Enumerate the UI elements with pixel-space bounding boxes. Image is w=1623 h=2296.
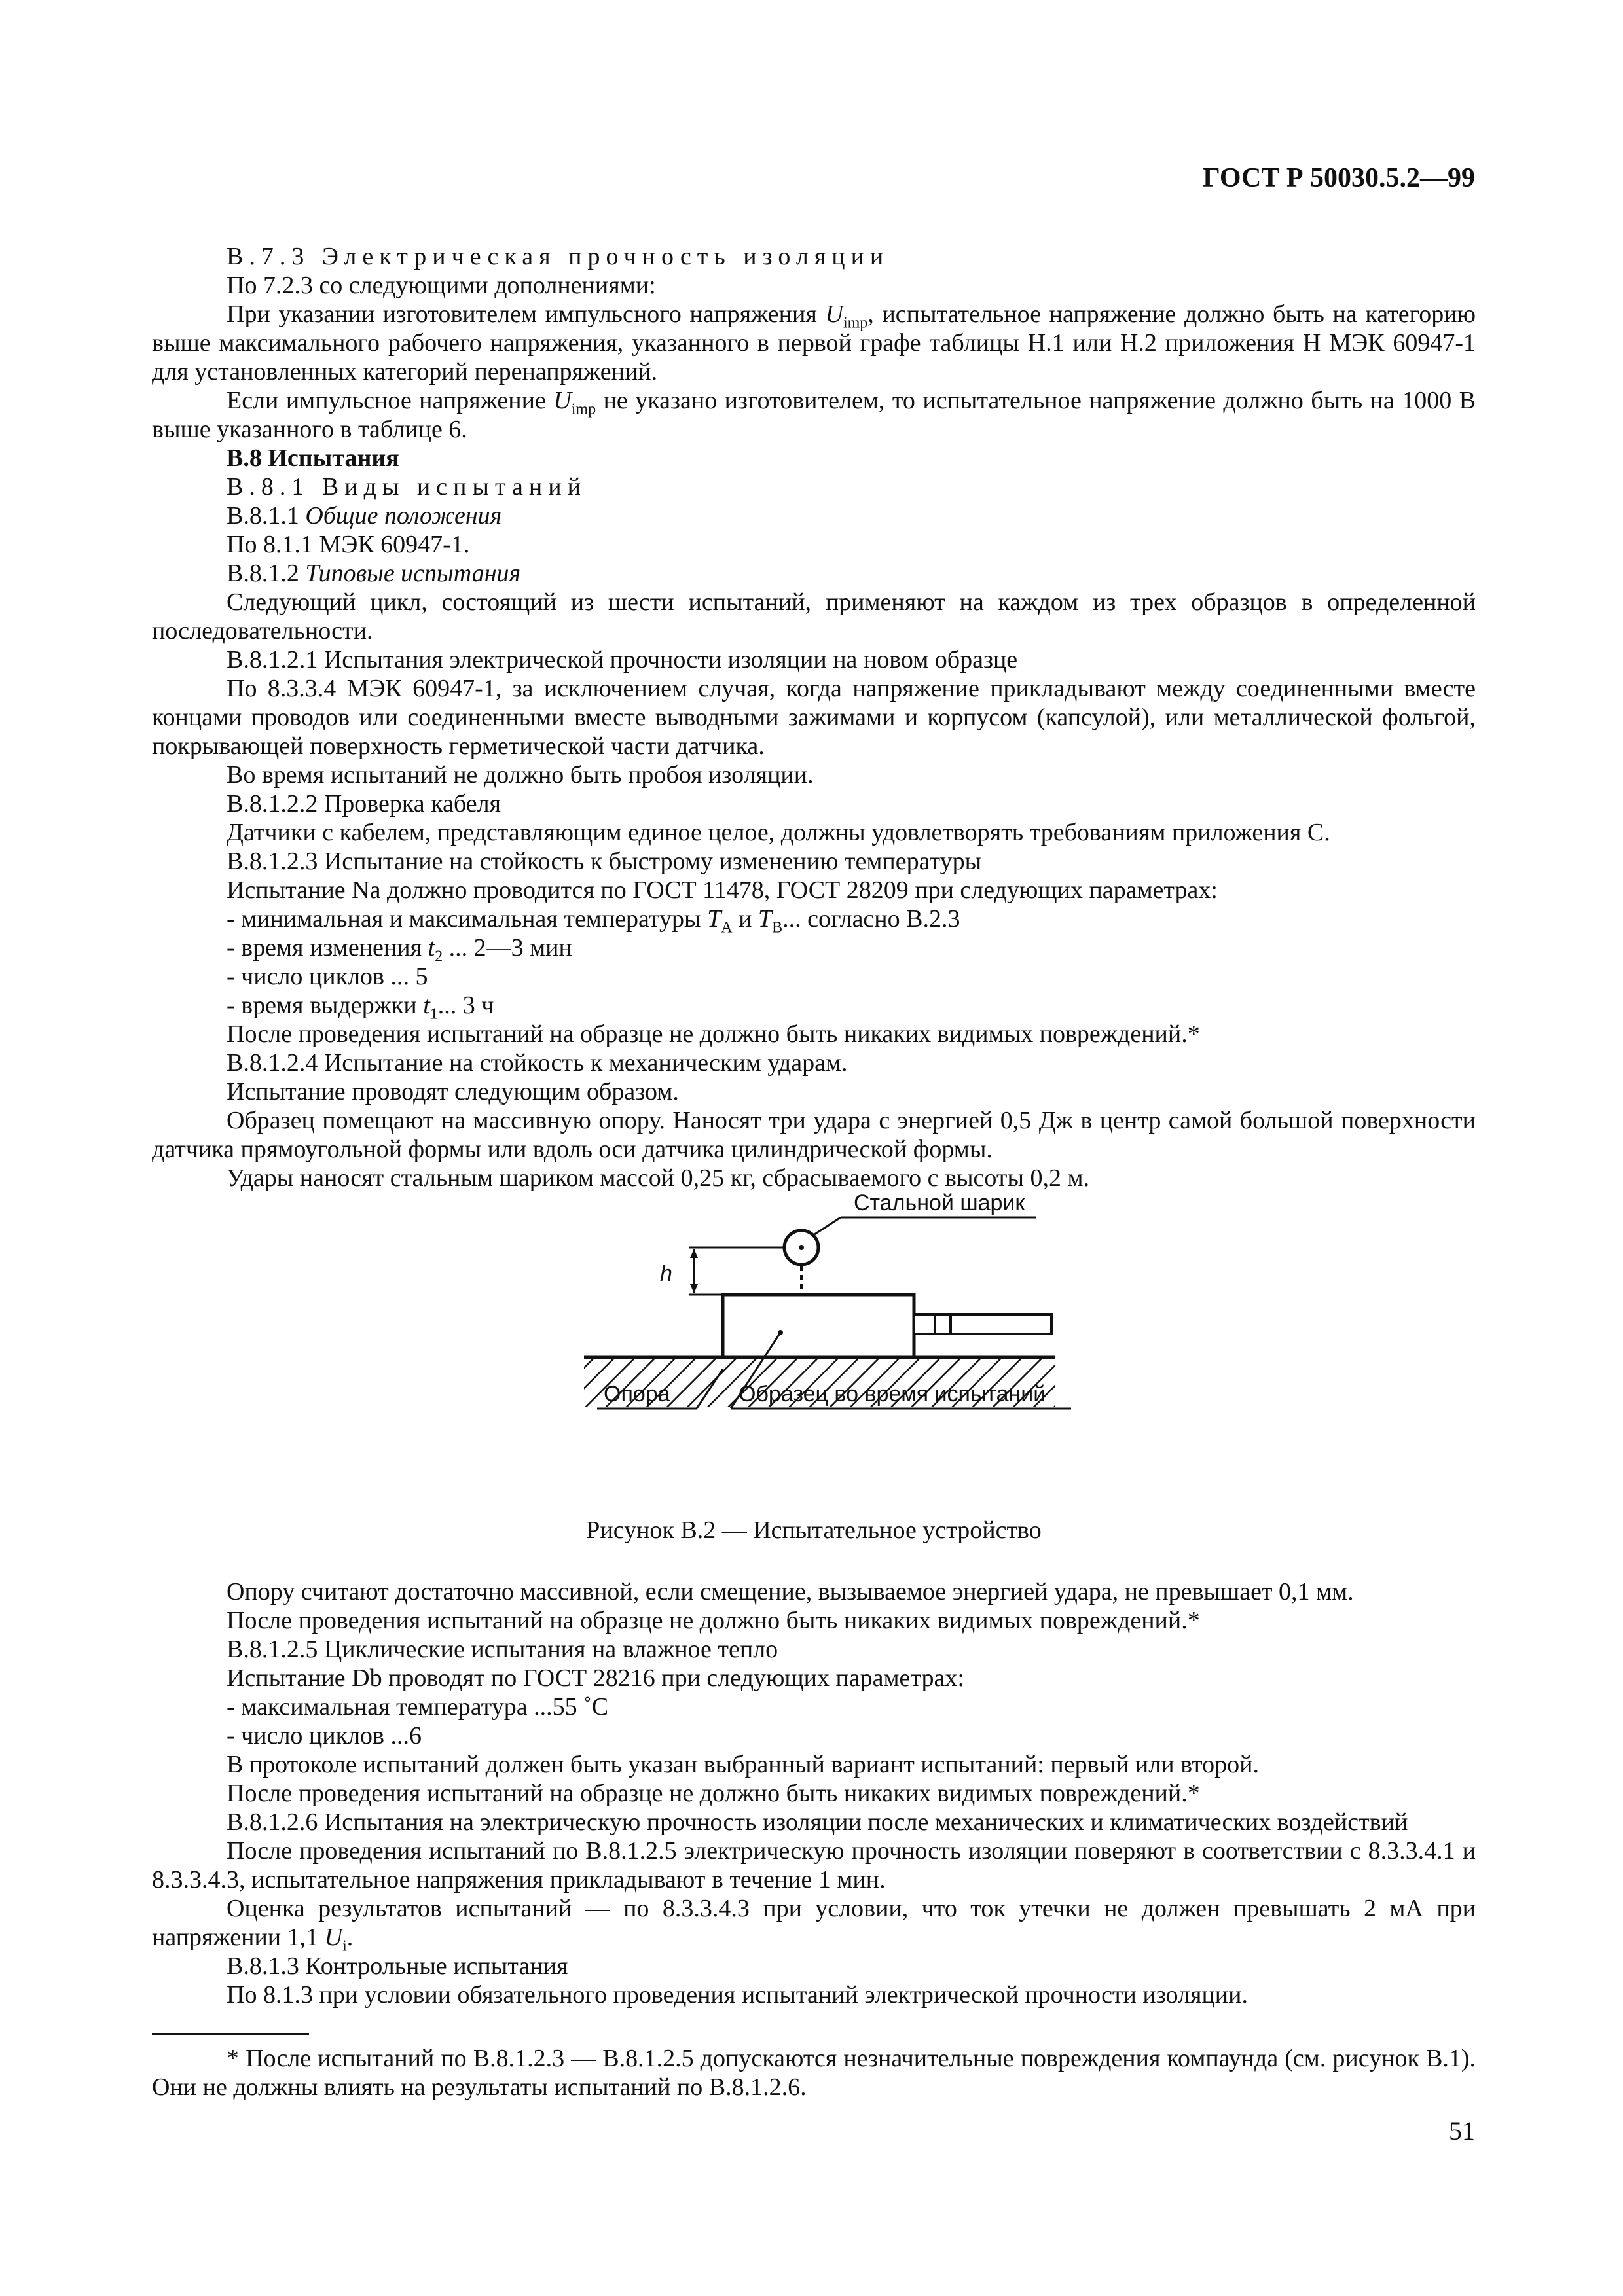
list-item: - максимальная температура ...55 ˚С — [227, 1693, 609, 1721]
label-steel-ball: Стальной шарик — [854, 1191, 1025, 1215]
paragraph: По 8.1.3 при условии обязательного проведения испытаний электрической прочности изоляции. — [227, 1981, 1248, 2009]
paragraph: После проведения испытаний на образце не должно быть никаких видимых повреждений.* — [227, 1607, 1200, 1634]
footnote-divider — [152, 2033, 309, 2035]
paragraph: Удары наносят стальным шариком массой 0,25 кг, сбрасываемого с высоты 0,2 м. — [227, 1164, 1090, 1192]
paragraph: Опору считают достаточно массивной, если смещение, вызываемое энергией удара, не превышает 0,1 мм. — [227, 1578, 1354, 1605]
subsection-title-b812: В.8.1.2 Типовые испытания — [227, 560, 521, 587]
figure-caption: Рисунок В.2 — Испытательное устройство — [586, 1516, 1042, 1544]
subsection-title-b8123: В.8.1.2.3 Испытание на стойкость к быстрому изменению температуры — [227, 848, 982, 875]
section-title-b8: В.8 Испытания — [227, 444, 399, 472]
footnote: * После испытаний по В.8.1.2.3 — В.8.1.2.5 допускаются незначительные повреждения компаунда (см. рисунок В.1). Они не должны влиять на результаты испытаний по В.8.1.2.6. — [152, 2045, 1476, 2101]
subsection-title-b8125: В.8.1.2.5 Циклические испытания на влажное тепло — [227, 1636, 778, 1663]
list-item: - число циклов ... 5 — [227, 963, 428, 990]
paragraph: Испытание проводят следующим образом. — [227, 1078, 679, 1105]
paragraph: Испытание Db проводят по ГОСТ 28216 при следующих параметрах: — [227, 1664, 964, 1692]
paragraph: Следующий цикл, состоящий из шести испытаний, применяют на каждом из трех образцов в определенной последовательности. — [152, 588, 1476, 645]
paragraph: Если импульсное напряжение $U_{imp}$ не указано изготовителем, то испытательное напряжение должно быть на 1000 В выше указанного в таблице 6. — [152, 387, 1476, 443]
figure-test-device — [152, 1191, 1476, 1516]
label-support: Опора — [604, 1382, 670, 1407]
paragraph: После проведения испытаний на образце не должно быть никаких видимых повреждений.* — [227, 1780, 1200, 1807]
list-item: - число циклов ...6 — [227, 1722, 422, 1749]
paragraph: Во время испытаний не должно быть пробоя изоляции. — [227, 761, 814, 789]
paragraph: По 8.1.1 МЭК 60947-1. — [227, 531, 470, 558]
list-item: - время выдержки $t_1$... 3 ч — [227, 992, 494, 1023]
paragraph: В протоколе испытаний должен быть указан выбранный вариант испытаний: первый или второй. — [227, 1751, 1259, 1778]
paragraph: Образец помещают на массивную опору. Наносят три удара с энергией 0,5 Дж в центр самой большой поверхности датчика прямоугольной формы или вдоль оси датчика цилиндрической формы. — [152, 1107, 1476, 1163]
paragraph: По 7.2.3 со следующими дополнениями: — [227, 272, 656, 299]
section-title-b73: В.7.3 Электрическая прочность изоляции — [227, 243, 890, 270]
paragraph: Испытание Na должно проводится по ГОСТ 11478, ГОСТ 28209 при следующих параметрах: — [227, 876, 1218, 904]
paragraph: После проведения испытаний на образце не должно быть никаких видимых повреждений.* — [227, 1020, 1200, 1048]
subsection-title-b8124: В.8.1.2.4 Испытание на стойкость к механическим ударам. — [227, 1049, 848, 1077]
page-number: 51 — [1449, 2116, 1475, 2145]
page-content — [152, 242, 1476, 2102]
list-item: - минимальная и максимальная температуры $T_A$ и $T_B$... согласно В.2.3 — [227, 905, 960, 937]
subsection-title-b8126: В.8.1.2.6 Испытания на электрическую прочность изоляции после механических и климатических воздействий — [227, 1808, 1408, 1836]
document-code: ГОСТ Р 50030.5.2—99 — [1203, 163, 1475, 193]
subsection-title-b811: В.8.1.1 Общие положения — [227, 502, 502, 529]
sample-block — [723, 1295, 914, 1357]
paragraph: При указании изготовителем импульсного напряжения $U_{imp}$, испытательное напряжение должно быть на категорию выше максимального рабочего напряжения, указанного в первой графе таблицы Н.1 или Н.2 приложения Н МЭК 60947-1 для установленных категорий перенапряжений. — [152, 300, 1476, 386]
paragraph: После проведения испытаний по В.8.1.2.5 электрическую прочность изоляции поверяют в соответствии с 8.3.3.4.1 и 8.3.3.4.3, испытательное напряжения прикладывают в течение 1 мин. — [152, 1837, 1476, 1893]
subsection-title-b813: В.8.1.3 Контрольные испытания — [227, 1952, 568, 1980]
paragraph: Оценка результатов испытаний — по 8.3.3.4.3 при условии, что ток утечки не должен превышать 2 мА при напряжении 1,1 $U_i$. — [152, 1895, 1476, 1955]
list-item: - время изменения $t_2$ ... 2—3 мин — [227, 934, 572, 965]
test-device-diagram — [152, 1208, 1476, 1516]
label-height: h — [660, 1261, 672, 1286]
section-title-b81: В.8.1 Виды испытаний — [227, 473, 587, 501]
paragraph: Датчики с кабелем, представляющим единое целое, должны удовлетворять требованиям приложения С. — [227, 819, 1330, 846]
paragraph: По 8.3.3.4 МЭК 60947-1, за исключением случая, когда напряжение прикладывают между соединенными вместе концами проводов или соединенными вместе выводными зажимами и корпусом (капсулой), или металлической фольгой, покрывающей поверхность герметической части датчика. — [152, 675, 1476, 760]
subsection-title-b8122: В.8.1.2.2 Проверка кабеля — [227, 790, 501, 817]
subsection-title-b8121: В.8.1.2.1 Испытания электрической прочности изоляции на новом образце — [227, 646, 1018, 673]
label-sample: Образец во время испытаний — [739, 1382, 1046, 1407]
